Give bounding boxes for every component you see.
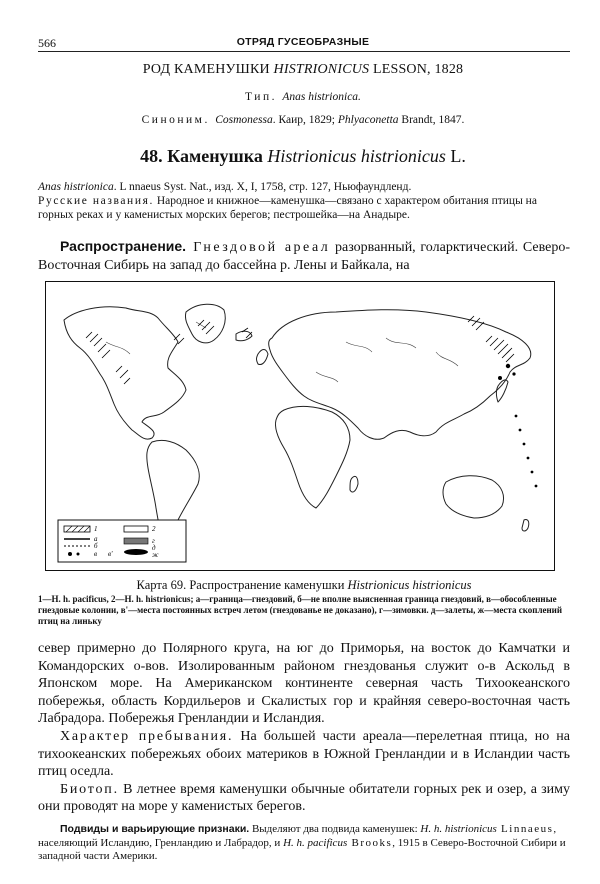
- distribution-paragraph: Распространение. Гнездовой ареал разорванный, голарктический. Северо-Восточная Сибирь на запад до бассейна р. Лены и Байкала, на: [38, 238, 570, 273]
- new-zealand-outline: [522, 519, 529, 531]
- distribution-continuation: север примерно до Полярного круга, на юг до Приморья, на восток до Камчатки и Командорских о-вов. Изолированным районом гнездованья служит о-в Аскольд в Японском море. На Американском континенте северная часть Тихоокеанского побережья, область Кордильеров и Скалистых гор и крайняя северо-восточная часть Лабрадора. Побережья Гренландии и Исландия. Характер пребывания. На большей части ареала—перелетная птица, но на тихоокеанских побережьях обоих материков в Южной Гренландии и в Исландии часть птиц оседла. Биотоп. В летнее время каменушки обычные обитатели горных рек и озер, а зиму они проводят на море у каменистых берегов.: [38, 641, 570, 815]
- australia-outline: [443, 476, 504, 518]
- iceland-outline: [236, 331, 252, 341]
- africa-outline: [275, 406, 350, 508]
- legend-label-g: г: [152, 537, 155, 545]
- legend-label-v2: в': [108, 550, 113, 558]
- greenland-outline: [185, 304, 225, 343]
- world-map: [46, 282, 553, 569]
- running-title: ОТРЯД ГУСЕОБРАЗНЫЕ: [236, 36, 370, 48]
- legend-label-2: 2: [152, 525, 156, 533]
- species-latin: Histrionicus histrionicus: [267, 146, 446, 166]
- species-heading: 48. Каменушка Histrionicus histrionicus L.: [140, 146, 466, 166]
- legend-label-v: в: [94, 550, 98, 558]
- british-isles-outline: [257, 350, 269, 365]
- genus-heading: РОД КАМЕНУШКИ HISTRIONICUS LESSON, 1828: [142, 62, 464, 77]
- residence-heading: Характер пребывания.: [60, 728, 234, 744]
- map-legend-text: 1—H. h. pacificus, 2—H. h. histrionicus; а—граница—гнездовий, б—не вполне выясненная граница гнездовий, в—обособленные гнездовые колонии, в'—места постоянных встреч летом (гнездованье не доказано), г—зимовки. д—залеты, ж—места скоплений птиц на линьку: [38, 594, 563, 626]
- inland-waters: [106, 322, 458, 382]
- genus-type: Тип. Anas histrionica.: [245, 91, 361, 103]
- biotope-heading: Биотоп.: [60, 781, 119, 797]
- range-hatching: [86, 316, 514, 384]
- japan-outline: [497, 380, 509, 402]
- genus-latin: HISTRIONICUS: [273, 62, 370, 77]
- legend-label-d: д: [152, 544, 156, 552]
- running-header: [38, 36, 568, 52]
- eurasia-outline: [269, 310, 531, 440]
- madagascar-outline: [350, 476, 358, 492]
- species-names-paragraph: Anas histrionica. L nnaeus Syst. Nat., изд. X, I, 1758, стр. 127, Ньюфаундленд. Русские названия. Народное и книжное—каменушка—связано с характером обитания птицы на горных реках и у каменистых морских берегов; пестрошейка—на Анадыре.: [38, 181, 537, 221]
- distribution-map: [45, 281, 555, 571]
- distribution-heading: Распространение.: [60, 238, 187, 254]
- legend-label-1: 1: [94, 525, 98, 533]
- legend-label-b: б: [94, 542, 98, 550]
- subspecies-paragraph: Подвиды и варьирующие признаки. Выделяют два подвида каменушек: H. h. histrionicus Linnaeus, населяющий Исландию, Гренландию и Лабрадор, и H. h. pacificus Brooks, 1915 в Северо-Восточной Сибири и западной части Америки.: [38, 823, 566, 862]
- header-rule: [38, 51, 570, 52]
- genus-synonyms: Синоним. Cosmonessa. Каир, 1829; Phlyaconetta Brandt, 1847.: [141, 114, 465, 126]
- map-legend: [58, 520, 186, 562]
- legend-label-a: а: [94, 535, 98, 543]
- map-caption: Карта 69. Распространение каменушки Histrionicus histrionicus: [136, 578, 472, 592]
- subspecies-heading: Подвиды и варьирующие признаки.: [60, 823, 250, 835]
- page-number: 566: [38, 36, 56, 50]
- legend-label-zh: ж: [152, 551, 159, 559]
